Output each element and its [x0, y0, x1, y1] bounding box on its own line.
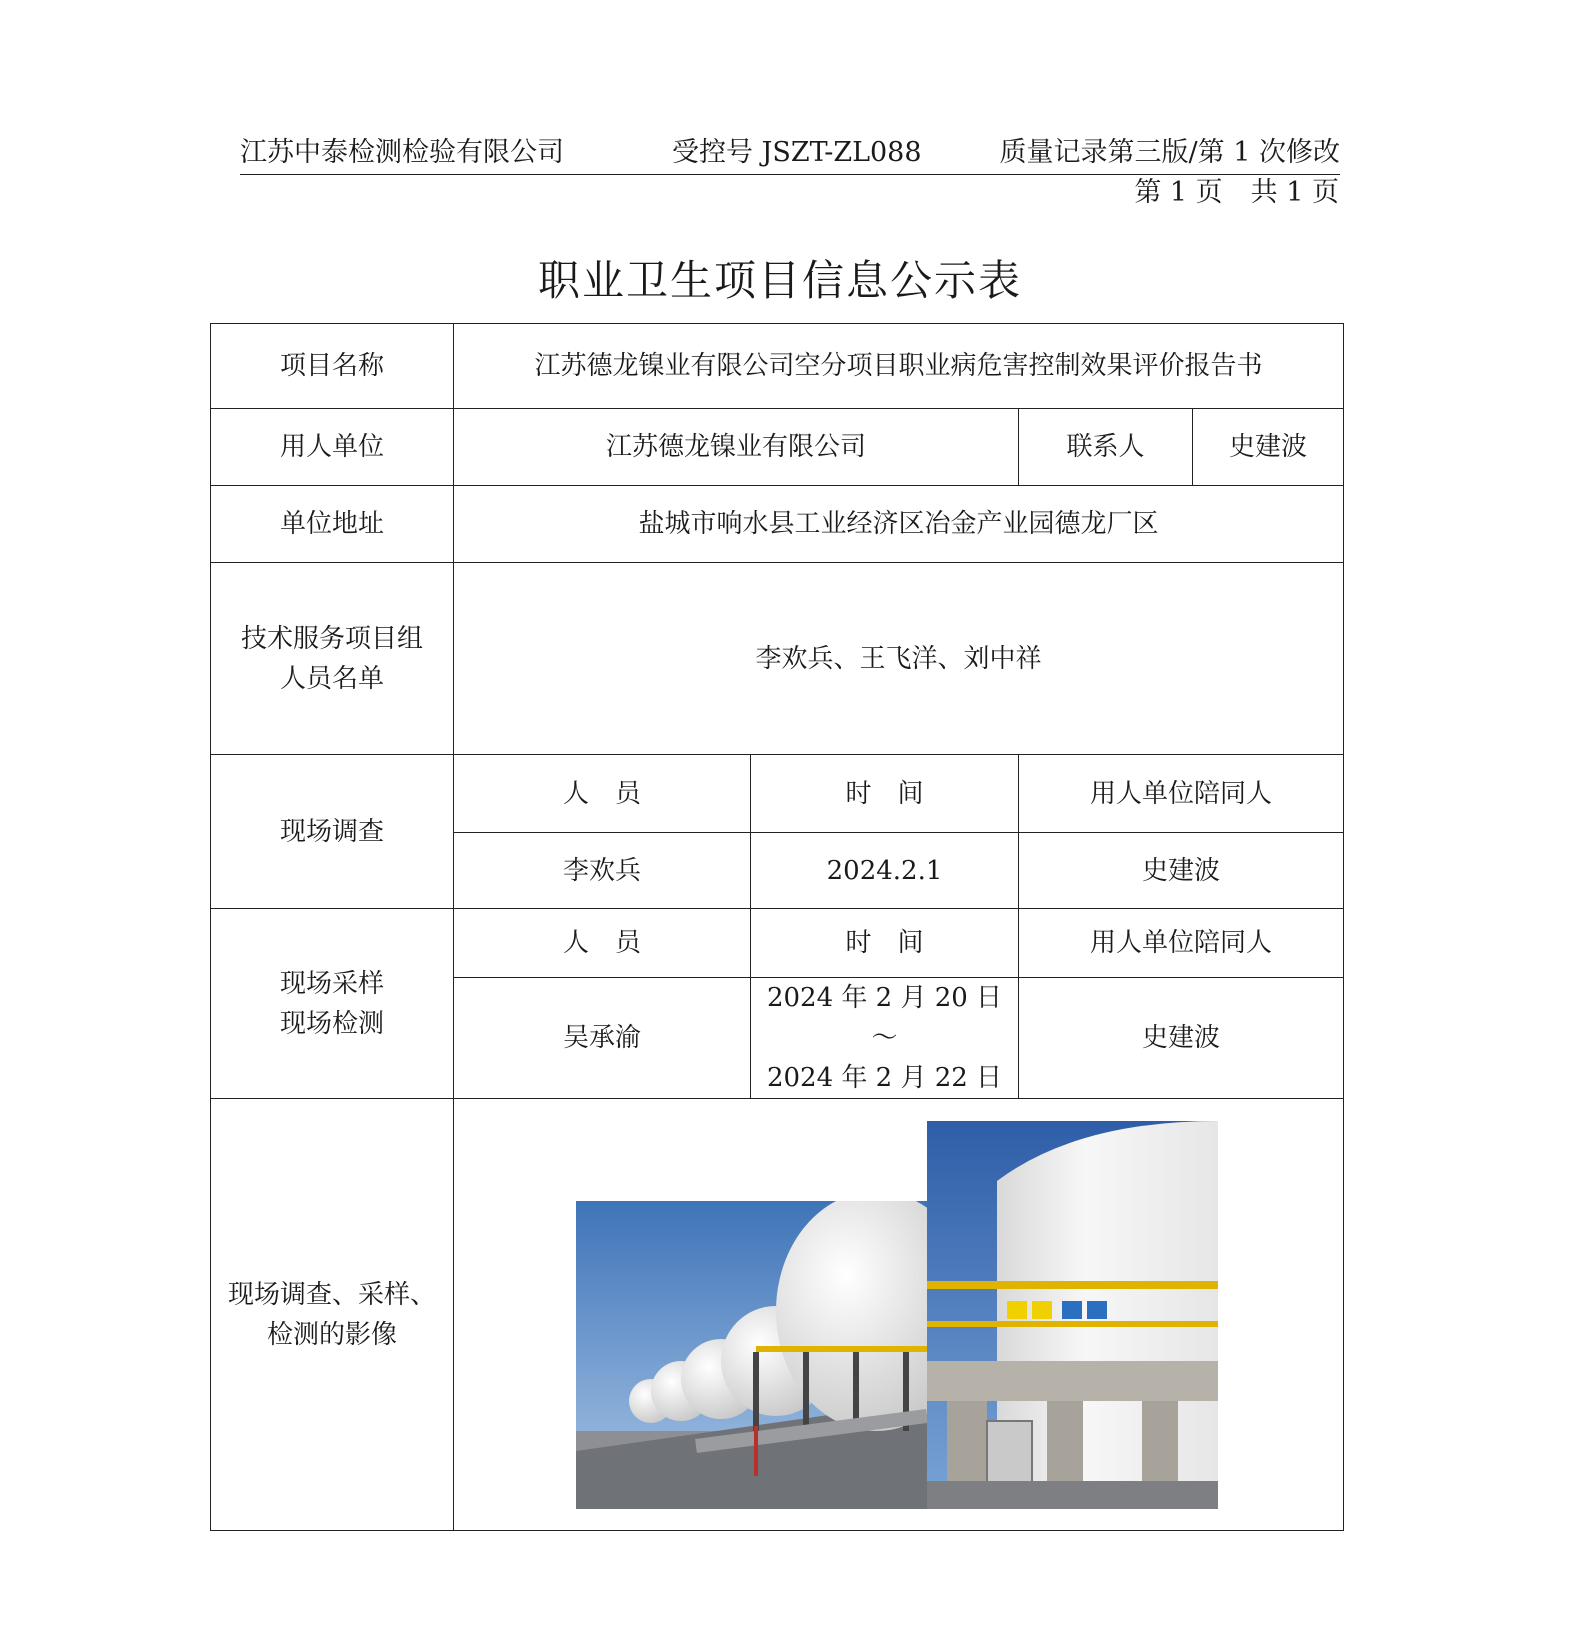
header-company: 江苏中泰检测检验有限公司 [240, 137, 564, 168]
sampling-label-line2: 现场检测 [279, 1008, 384, 1039]
page-info [1134, 176, 1339, 210]
page-total: 共 1 页 [1250, 177, 1339, 208]
survey-person: 李欢兵 [454, 833, 751, 909]
table-row [211, 909, 1344, 978]
images-label [211, 1099, 454, 1531]
table-row [211, 1099, 1344, 1531]
site-photo-tank-base [927, 1121, 1218, 1509]
info-table [210, 323, 1344, 1531]
table-row [211, 486, 1344, 563]
sampling-escort: 史建波 [1019, 978, 1344, 1099]
sampling-time-line1: 2024 年 2 月 20 日～ [766, 983, 1003, 1053]
site-photos [454, 1099, 1343, 1530]
site-photos-cell [454, 1099, 1344, 1531]
header-quality-record: 质量记录第三版/第 1 次修改 [999, 137, 1340, 168]
site-photo-spherical-tanks [576, 1201, 927, 1509]
sampling-header-escort: 用人单位陪同人 [1019, 909, 1344, 978]
sampling-label-line1: 现场采样 [279, 968, 384, 999]
table-row [211, 755, 1344, 833]
sampling-header-time: 时 间 [751, 909, 1019, 978]
team-label [211, 563, 454, 755]
table-row [211, 324, 1344, 409]
team-label-line1: 技术服务项目组 [240, 623, 423, 654]
survey-time: 2024.2.1 [751, 833, 1019, 909]
header-control-number: 受控号 JSZT-ZL088 [672, 137, 922, 168]
project-name-value: 江苏德龙镍业有限公司空分项目职业病危害控制效果评价报告书 [454, 324, 1344, 409]
survey-label: 现场调查 [211, 755, 454, 909]
document-header [240, 136, 1340, 175]
sampling-label [211, 909, 454, 1099]
employer-value: 江苏德龙镍业有限公司 [454, 409, 1019, 486]
sampling-header-person: 人 员 [454, 909, 751, 978]
project-name-label: 项目名称 [211, 324, 454, 409]
table-row [211, 409, 1344, 486]
images-label-line2: 检测的影像 [266, 1319, 397, 1350]
employer-label: 用人单位 [211, 409, 454, 486]
page-title: 职业卫生项目信息公示表 [537, 256, 1022, 305]
contact-value: 史建波 [1193, 409, 1344, 486]
team-label-line2: 人员名单 [279, 663, 384, 694]
table-row [211, 563, 1344, 755]
team-members-value: 李欢兵、王飞洋、刘中祥 [454, 563, 1344, 755]
page-number: 第 1 页 [1134, 177, 1223, 208]
contact-label: 联系人 [1019, 409, 1193, 486]
survey-header-time: 时 间 [751, 755, 1019, 833]
survey-header-person: 人 员 [454, 755, 751, 833]
sampling-time-line2: 2024 年 2 月 22 日 [766, 1063, 1003, 1093]
sampling-time [751, 978, 1019, 1099]
sampling-person: 吴承渝 [454, 978, 751, 1099]
survey-escort: 史建波 [1019, 833, 1344, 909]
address-label: 单位地址 [211, 486, 454, 563]
survey-header-escort: 用人单位陪同人 [1019, 755, 1344, 833]
address-value: 盐城市响水县工业经济区冶金产业园德龙厂区 [454, 486, 1344, 563]
images-label-line1: 现场调查、采样、 [227, 1279, 436, 1310]
